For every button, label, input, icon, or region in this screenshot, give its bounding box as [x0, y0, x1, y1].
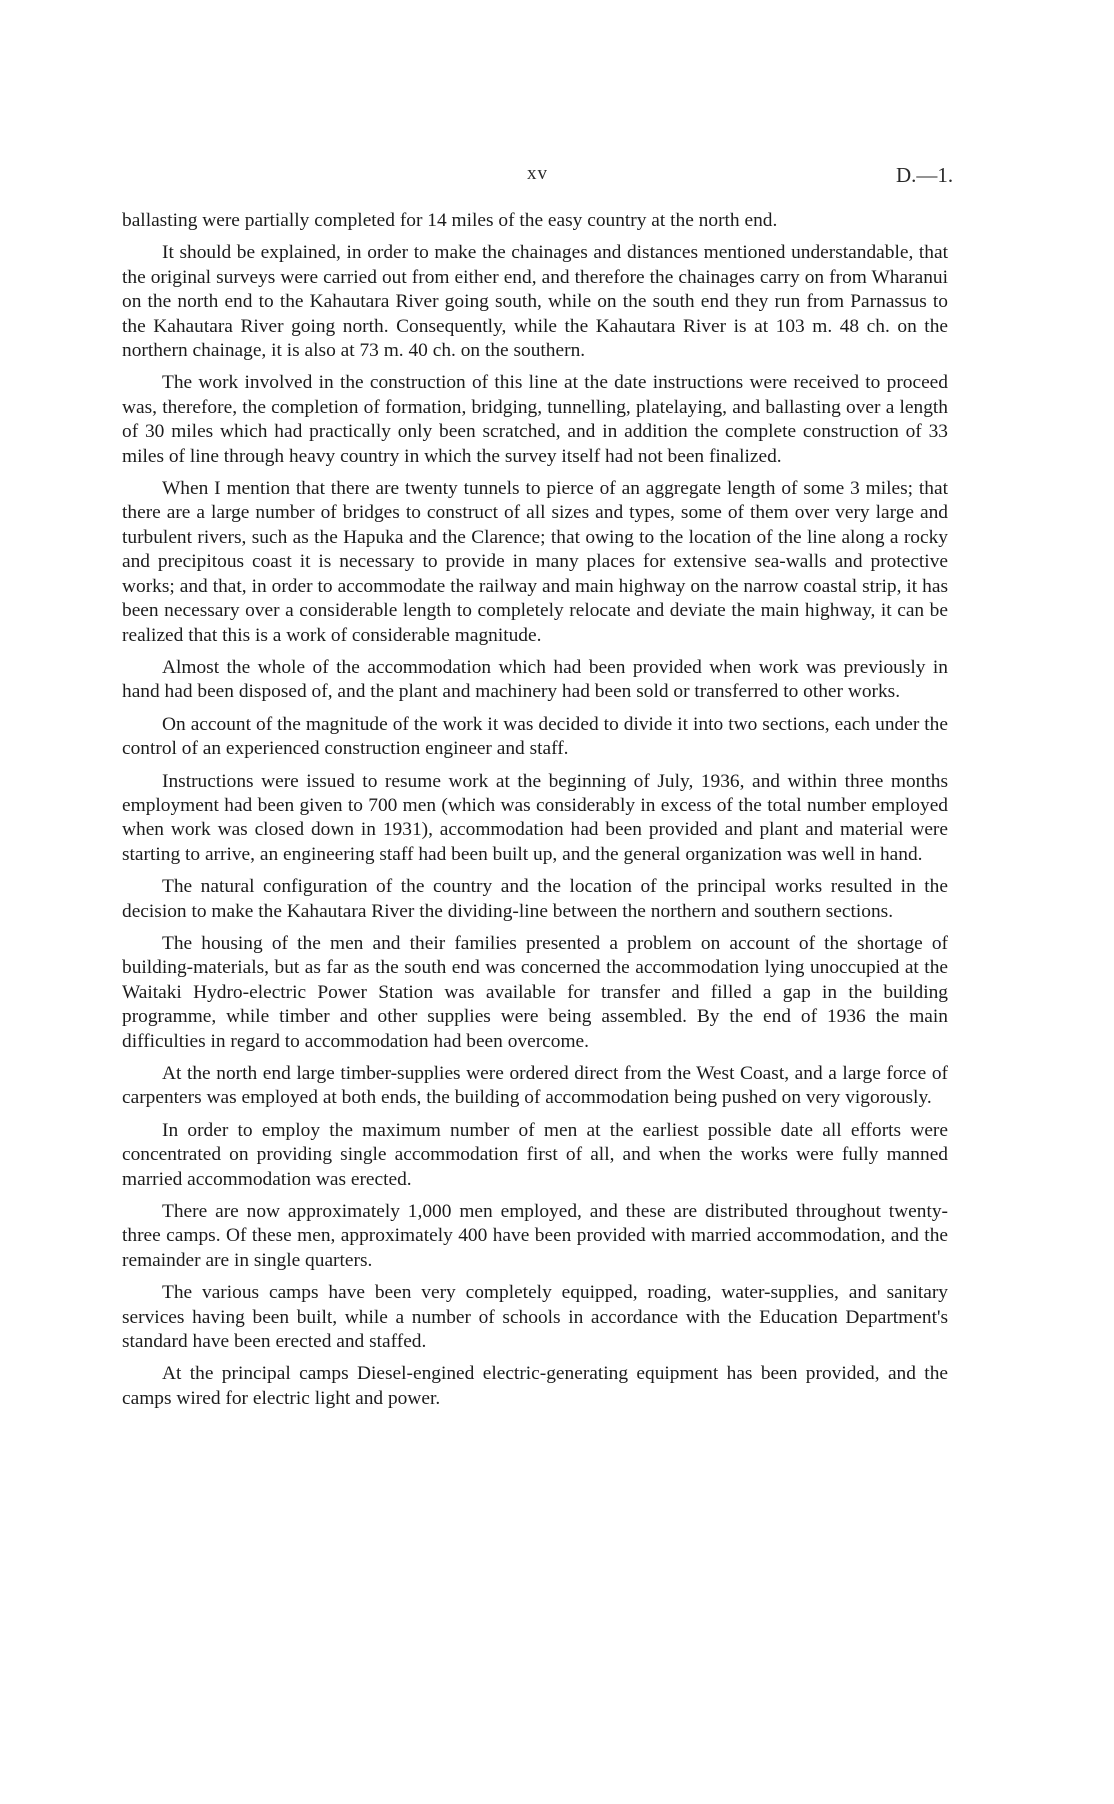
- paragraph-electric-equipment: At the principal camps Diesel-engined electric-generating equipment has been provided, and the camps wired for electric light and power.: [122, 1363, 948, 1409]
- document-reference: D.—1.: [896, 163, 954, 187]
- paragraph-resume-work: Instructions were issued to resume work at the beginning of July, 1936, and within three months employment had been given to 700 men (which was considerably in excess of the total number employed when work was closed down in 1931), accommodation had been provided and plant and material were starting to arrive, an engineering staff had been built up, and the general organization was well in hand.: [122, 770, 948, 865]
- paragraph-dividing-line: The natural configuration of the country and the location of the principal works resulted in the decision to make the Kahautara River the dividing-line between the northern and southern sections.: [122, 876, 948, 922]
- body-text: [122, 209, 948, 1419]
- paragraph-housing: The housing of the men and their families presented a problem on account of the shortage of building-materials, but as far as the south end was concerned the accommodation lying unoccupied at the Waitaki Hydro-electric Power Station was available for transfer and filled a gap in the building programme, while timber and other supplies were being assembled. By the end of 1936 the main difficulties in regard to accommodation had been overcome.: [122, 932, 948, 1052]
- page-number: xv: [527, 163, 548, 184]
- paragraph-men-employed: There are now approximately 1,000 men employed, and these are distributed throughout twenty-three camps. Of these men, approximately 400 have been provided with married accommodation, and the remainder are in single quarters.: [122, 1201, 948, 1271]
- paragraph-continuation: ballasting were partially completed for 14 miles of the easy country at the north end.: [122, 210, 778, 231]
- paragraph-two-sections: On account of the magnitude of the work it was decided to divide it into two sections, each under the control of an experienced construction engineer and staff.: [122, 713, 948, 760]
- paragraph-north-end-timber: At the north end large timber-supplies were ordered direct from the West Coast, and a large force of carpenters was employed at both ends, the building of accommodation being pushed on very vigorously.: [122, 1063, 948, 1109]
- paragraph-accommodation-disposed: Almost the whole of the accommodation which had been provided when work was previously in hand had been disposed of, and the plant and machinery had been sold or transferred to other works.: [122, 656, 948, 703]
- paragraph-tunnels-bridges: When I mention that there are twenty tunnels to pierce of an aggregate length of some 3 miles; that there are a large number of bridges to construct of all sizes and types, some of them over very large and turbulent rivers, such as the Hapuka and the Clarence; that owing to the location of the line along a rocky and precipitous coast it is necessary to provide in many places for extensive sea-walls and protective works; and that, in order to accommodate the railway and main highway on the narrow coastal strip, it has been necessary over a considerable length to completely relocate and deviate the main highway, it can be realized that this is a work of considerable magnitude.: [122, 478, 948, 646]
- paragraph-chainages: It should be explained, in order to make the chainages and distances mentioned understandable, that the original surveys were carried out from either end, and therefore the chainages carry on from Wharanui on the north end to the Kahautara River going south, while on the south end they run from Parnassus to the Kahautara River going north. Consequently, while the Kahautara River is at 103 m. 48 ch. on the northern chainage, it is also at 73 m. 40 ch. on the southern.: [122, 242, 948, 362]
- paragraph-camps-equipped: The various camps have been very completely equipped, roading, water-supplies, and sanitary services having been built, while a number of schools in accordance with the Education Department's standard have been erected and staffed.: [122, 1282, 948, 1353]
- paragraph-work-involved: The work involved in the construction of this line at the date instructions were received to proceed was, therefore, the completion of formation, bridging, tunnelling, platelaying, and ballasting over a length of 30 miles which had practically only been scratched, and in addition the complete construction of 33 miles of line through heavy country in which the survey itself had not been finalized.: [122, 372, 948, 467]
- paragraph-single-accommodation: In order to employ the maximum number of men at the earliest possible date all efforts were concentrated on providing single accommodation first of all, and when the works were fully manned married accommodation was erected.: [122, 1119, 948, 1190]
